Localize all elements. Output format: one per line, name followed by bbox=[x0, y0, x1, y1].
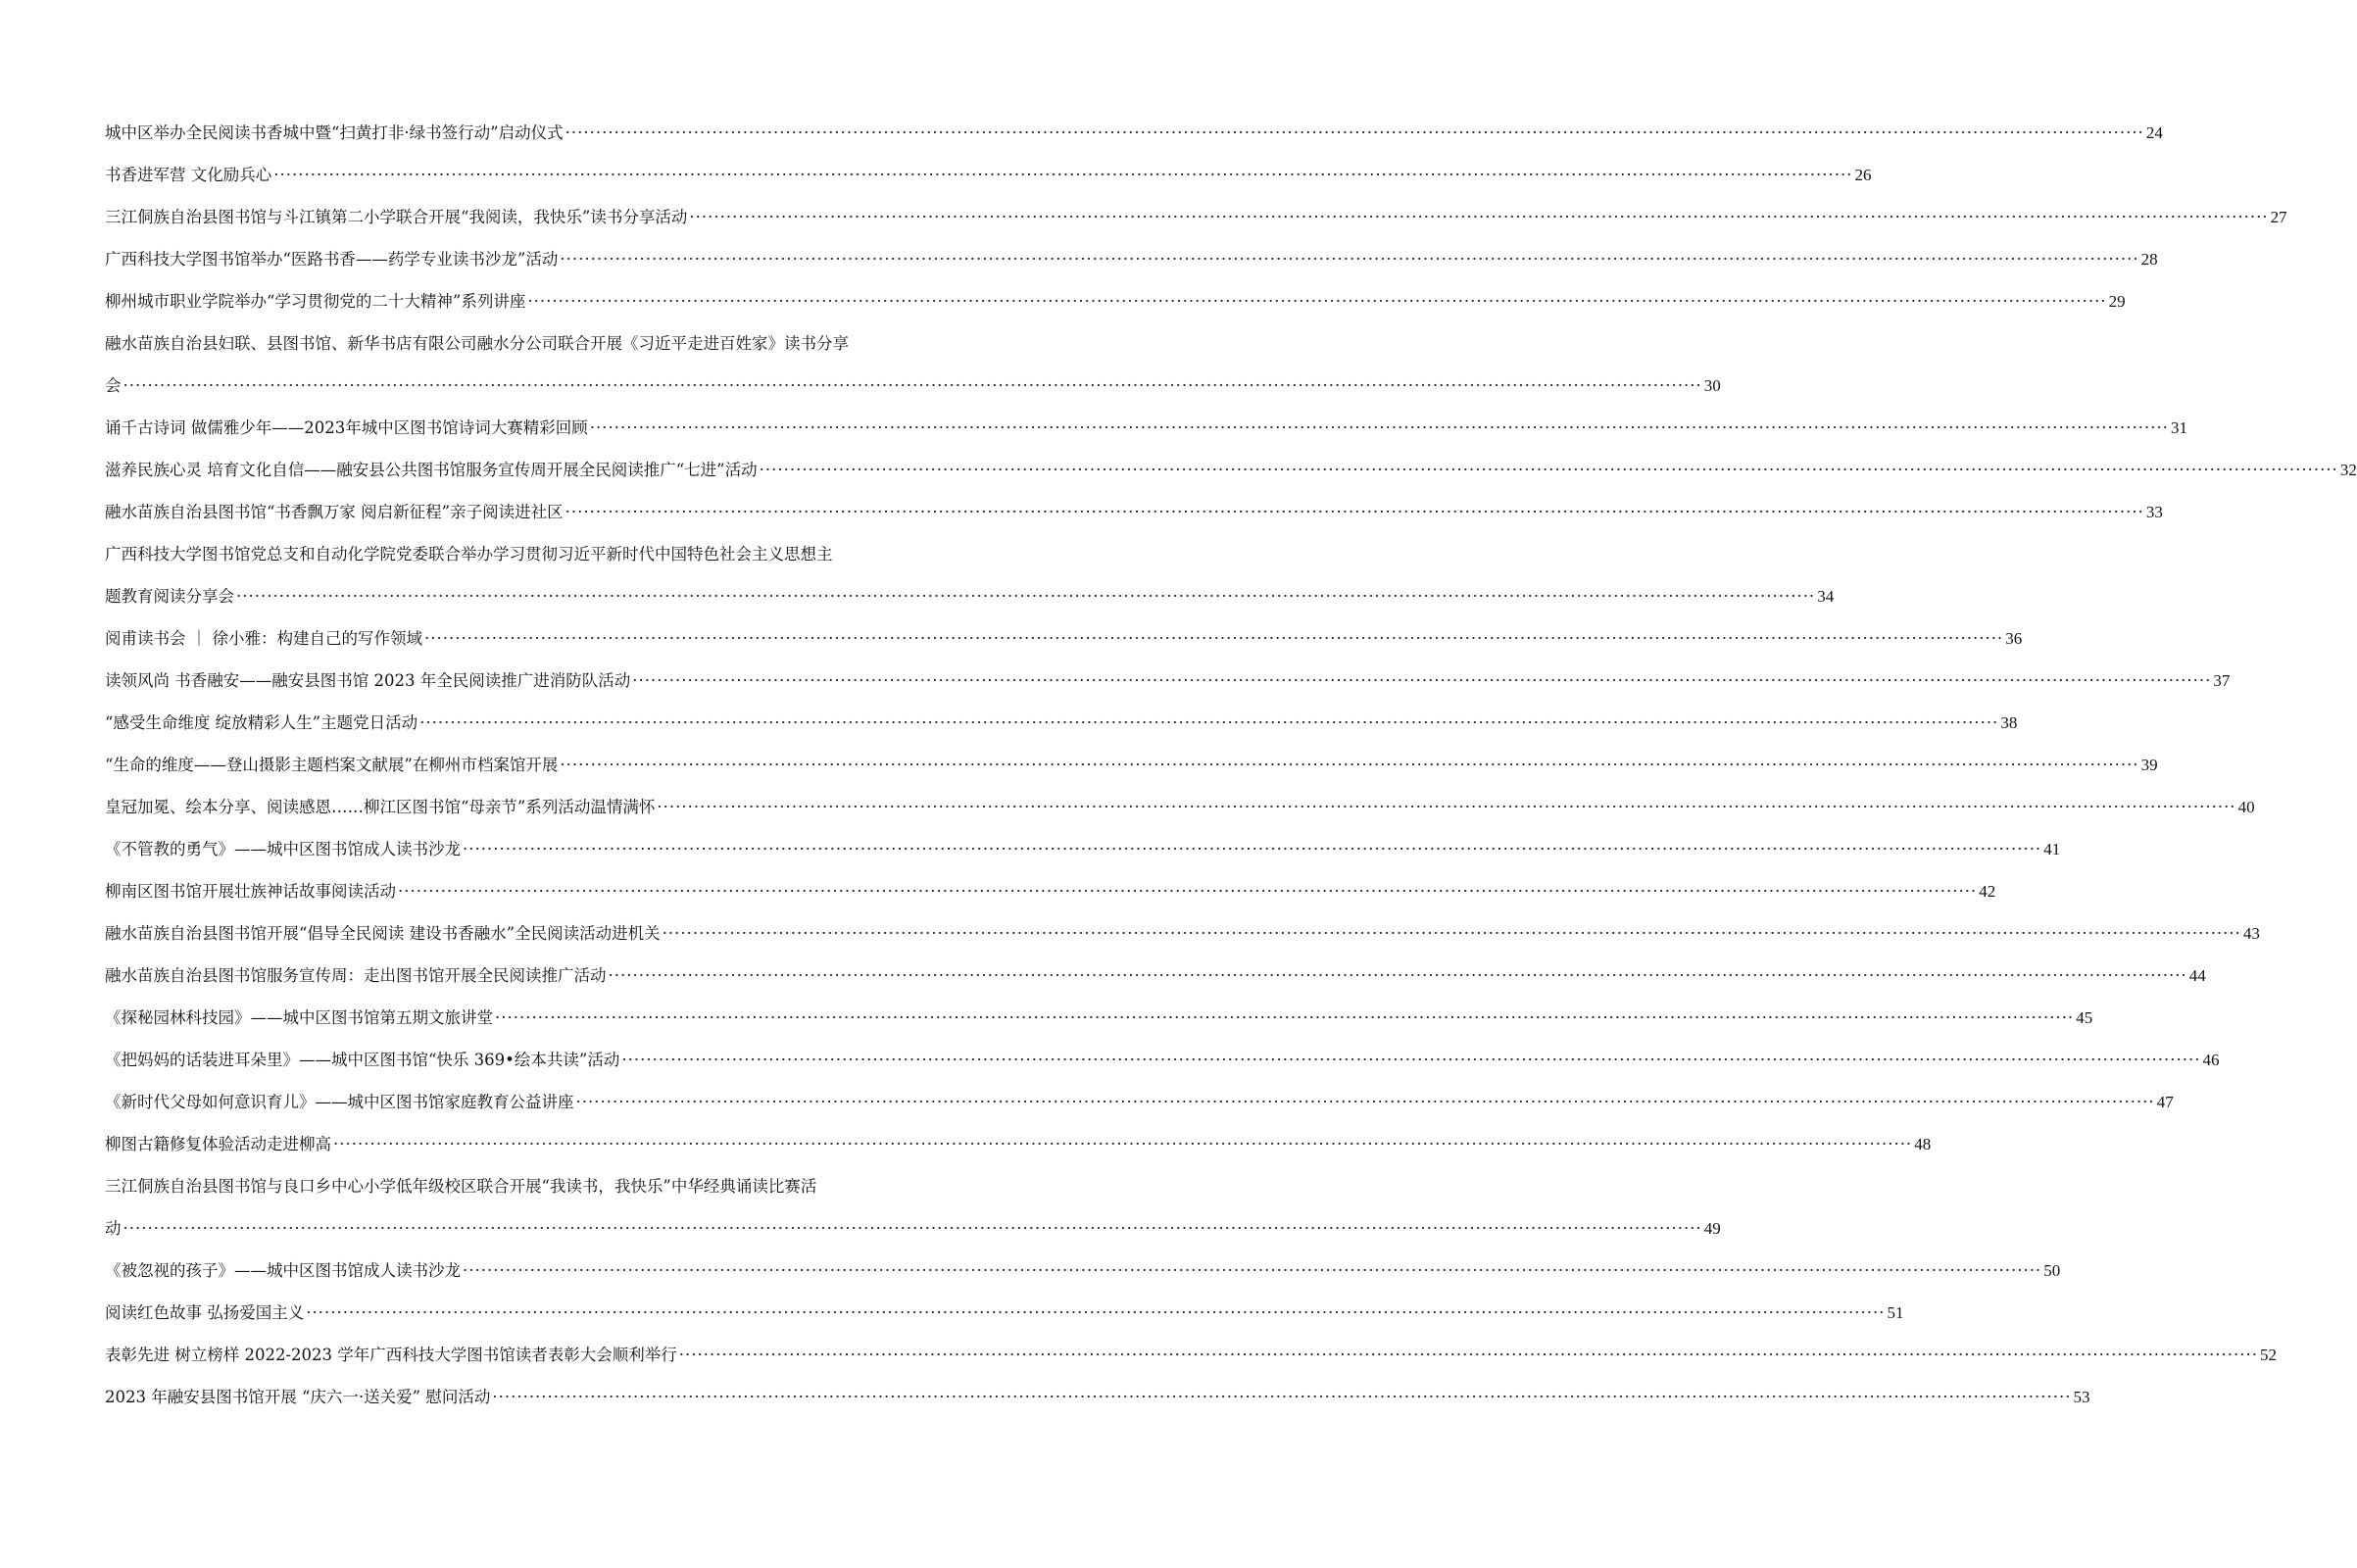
toc-entry bbox=[105, 112, 2163, 154]
dot-leader bbox=[590, 407, 2169, 449]
toc-entry-title: 2023 年融安县图书馆开展 “庆六一·送关爱” 慰问活动 bbox=[105, 1388, 491, 1406]
toc-entry-line bbox=[105, 617, 2023, 660]
toc-entry-title: 柳南区图书馆开展壮族神话故事阅读活动 bbox=[105, 882, 396, 901]
dot-leader bbox=[463, 828, 2041, 870]
toc-entry-line bbox=[105, 1334, 2277, 1376]
toc-entry-title: 城中区举办全民阅读书香城中暨“扫黄打非·绿书签行动”启动仪式 bbox=[105, 123, 564, 142]
toc-entry bbox=[105, 533, 1835, 617]
dot-leader bbox=[576, 1081, 2155, 1123]
toc-entry-title-line1: 广西科技大学图书馆党总支和自动化学院党委联合举办学习贯彻习近平新时代中国特色社会主义思想主 bbox=[105, 545, 833, 564]
toc-entry bbox=[105, 617, 2023, 660]
toc-entry bbox=[105, 1292, 1904, 1334]
toc-entry-page-number: 48 bbox=[1914, 1135, 1932, 1153]
toc-entry-line bbox=[105, 744, 2158, 786]
dot-leader bbox=[492, 1376, 2071, 1418]
toc-entry-title: 读领风尚 书香融安——融安县图书馆 2023 年全民阅读推广进消防队活动 bbox=[105, 671, 631, 690]
toc-entry-page-number: 29 bbox=[2108, 292, 2126, 311]
toc-entry bbox=[105, 1039, 2220, 1081]
toc-entry-line bbox=[105, 1081, 2174, 1123]
toc-entry bbox=[105, 154, 1872, 196]
toc-entry-title: 融水苗族自治县图书馆服务宣传周：走出图书馆开展全民阅读推广活动 bbox=[105, 966, 607, 985]
toc-entry-page-number: 47 bbox=[2156, 1093, 2174, 1111]
toc-entry-title: 《新时代父母如何意识育儿》——城中区图书馆家庭教育公益讲座 bbox=[105, 1093, 574, 1111]
toc-entry-title: “生命的维度——登山摄影主题档案文献展”在柳州市档案馆开展 bbox=[105, 756, 559, 774]
toc-entry-page-number: 44 bbox=[2188, 966, 2206, 985]
toc-entry-page-number: 26 bbox=[1854, 166, 1872, 184]
toc-entry bbox=[105, 449, 2357, 491]
dot-leader bbox=[609, 955, 2187, 997]
toc-entry bbox=[105, 1081, 2174, 1123]
toc-entry-title: 书香进军营 文化励兵心 bbox=[105, 166, 272, 184]
toc-entry-page-number: 36 bbox=[2005, 629, 2023, 648]
dot-leader bbox=[424, 617, 2003, 660]
toc-entry-line bbox=[105, 870, 1996, 912]
toc-entry-title: 表彰先进 树立榜样 2022-2023 学年广西科技大学图书馆读者表彰大会顺利举行 bbox=[105, 1346, 677, 1364]
dot-leader bbox=[632, 660, 2211, 702]
toc-entry-line bbox=[105, 997, 2093, 1039]
toc-entry bbox=[105, 912, 2260, 955]
toc-entry-page-number: 24 bbox=[2145, 123, 2163, 142]
toc-entry bbox=[105, 828, 2061, 870]
toc-entry-title: 诵千古诗词 做儒雅少年——2023年城中区图书馆诗词大赛精彩回顾 bbox=[105, 418, 588, 437]
toc-entry-title: 柳州城市职业学院举办“学习贯彻党的二十大精神”系列讲座 bbox=[105, 292, 526, 311]
toc-entry bbox=[105, 1165, 1721, 1250]
toc-entry-page-number: 46 bbox=[2202, 1051, 2220, 1069]
toc-entry-page-number: 37 bbox=[2213, 671, 2231, 690]
dot-leader bbox=[621, 1039, 2200, 1081]
toc-entry-line bbox=[105, 702, 2018, 744]
toc-entry-page-number: 43 bbox=[2242, 924, 2260, 943]
toc-entry-line bbox=[105, 196, 2287, 238]
toc-entry bbox=[105, 196, 2287, 238]
toc-entry-title: 阅读红色故事 弘扬爱国主义 bbox=[105, 1303, 305, 1322]
toc-entry bbox=[105, 744, 2158, 786]
dot-leader bbox=[527, 280, 2106, 322]
toc-entry-page-number: 51 bbox=[1887, 1303, 1904, 1322]
toc-entry bbox=[105, 1376, 2090, 1418]
toc-entry-page-number: 42 bbox=[1979, 882, 1996, 901]
toc-entry-line bbox=[105, 1039, 2220, 1081]
toc-entry bbox=[105, 280, 2126, 322]
toc-entry-line bbox=[105, 1376, 2090, 1418]
toc-entry bbox=[105, 997, 2093, 1039]
dot-leader bbox=[236, 575, 1815, 617]
toc-entry-page-number: 41 bbox=[2043, 840, 2061, 858]
toc-entry-page-number: 40 bbox=[2237, 798, 2255, 816]
toc-entry bbox=[105, 660, 2231, 702]
dot-leader bbox=[565, 112, 2144, 154]
toc-entry-title: 滋养民族心灵 培育文化自信——融安县公共图书馆服务宣传周开展全民阅读推广“七进”活动 bbox=[105, 461, 758, 479]
toc-entry-page-number: 33 bbox=[2145, 503, 2163, 521]
dot-leader bbox=[123, 1207, 1702, 1250]
toc-entry-page-number: 38 bbox=[2000, 713, 2018, 732]
toc-entry bbox=[105, 1334, 2277, 1376]
toc-entry-page-number: 27 bbox=[2270, 208, 2287, 226]
toc-entry-title-line1: 融水苗族自治县妇联、县图书馆、新华书店有限公司融水分公司联合开展《习近平走进百姓家》读书分享 bbox=[105, 334, 849, 353]
toc-entry bbox=[105, 702, 2018, 744]
toc-entry-page-number: 34 bbox=[1817, 587, 1835, 606]
toc-entry-line bbox=[105, 955, 2206, 997]
table-of-contents bbox=[105, 112, 2357, 1418]
toc-entry-title: 《探秘园林科技园》——城中区图书馆第五期文旅讲堂 bbox=[105, 1008, 493, 1027]
dot-leader bbox=[463, 1250, 2041, 1292]
toc-entry-line bbox=[105, 449, 2357, 491]
toc-entry-title: 融水苗族自治县图书馆“书香飘万家 阅启新征程”亲子阅读进社区 bbox=[105, 503, 564, 521]
toc-entry-line bbox=[105, 407, 2187, 449]
toc-entry-page-number: 45 bbox=[2076, 1008, 2093, 1027]
toc-entry-title: 阅甫读书会 ｜ 徐小雅：构建自己的写作领域 bbox=[105, 629, 422, 648]
toc-entry-page-number: 53 bbox=[2073, 1388, 2090, 1406]
dot-leader bbox=[273, 154, 1852, 196]
toc-entry-line bbox=[105, 912, 2260, 955]
toc-entry-title-line1: 三江侗族自治县图书馆与良口乡中心小学低年级校区联合开展“我读书，我快乐”中华经典诵读比赛活 bbox=[105, 1177, 817, 1196]
toc-entry bbox=[105, 322, 1721, 407]
toc-entry bbox=[105, 955, 2206, 997]
dot-leader bbox=[419, 702, 1998, 744]
toc-entry-page-number: 28 bbox=[2140, 250, 2158, 269]
dot-leader bbox=[398, 870, 1977, 912]
dot-leader bbox=[657, 786, 2235, 828]
toc-entry-title: 皇冠加冕、绘本分享、阅读感恩……柳江区图书馆“母亲节”系列活动温情满怀 bbox=[105, 798, 656, 816]
toc-entry-line bbox=[105, 365, 1721, 407]
toc-entry bbox=[105, 491, 2163, 533]
toc-entry-title: “感受生命维度 绽放精彩人生”主题党日活动 bbox=[105, 713, 418, 732]
dot-leader bbox=[760, 449, 2338, 491]
toc-entry-page-number: 50 bbox=[2043, 1261, 2061, 1280]
toc-entry-line bbox=[105, 238, 2158, 280]
toc-entry-title: 融水苗族自治县图书馆开展“倡导全民阅读 建设书香融水”全民阅读活动进机关 bbox=[105, 924, 661, 943]
toc-entry-page-number: 31 bbox=[2170, 418, 2187, 437]
toc-entry-title: 会 bbox=[105, 376, 122, 395]
toc-entry bbox=[105, 870, 1996, 912]
toc-entry bbox=[105, 1250, 2061, 1292]
toc-entry-line bbox=[105, 1292, 1904, 1334]
toc-entry-page-number: 32 bbox=[2339, 461, 2357, 479]
toc-entry-title: 《不管教的勇气》——城中区图书馆成人读书沙龙 bbox=[105, 840, 461, 858]
dot-leader bbox=[560, 238, 2138, 280]
toc-entry-line bbox=[105, 112, 2163, 154]
toc-entry-title: 《把妈妈的话装进耳朵里》——城中区图书馆“快乐 369•绘本共读”活动 bbox=[105, 1051, 620, 1069]
toc-entry-title: 广西科技大学图书馆举办“医路书香——药学专业读书沙龙”活动 bbox=[105, 250, 559, 269]
toc-entry-line bbox=[105, 786, 2255, 828]
toc-entry-page-number: 52 bbox=[2259, 1346, 2277, 1364]
toc-entry-page-number: 49 bbox=[1703, 1219, 1721, 1238]
toc-entry-title: 柳图古籍修复体验活动走进柳高 bbox=[105, 1135, 331, 1153]
dot-leader bbox=[333, 1123, 1912, 1165]
toc-entry-title: 三江侗族自治县图书馆与斗江镇第二小学联合开展“我阅读，我快乐”读书分享活动 bbox=[105, 208, 688, 226]
dot-leader bbox=[495, 997, 2074, 1039]
toc-entry bbox=[105, 1123, 1932, 1165]
dot-leader bbox=[663, 912, 2241, 955]
toc-entry-line bbox=[105, 828, 2061, 870]
toc-entry-line bbox=[105, 660, 2231, 702]
dot-leader bbox=[689, 196, 2268, 238]
toc-entry-page-number: 39 bbox=[2140, 756, 2158, 774]
dot-leader bbox=[306, 1292, 1885, 1334]
toc-entry bbox=[105, 407, 2187, 449]
toc-entry-page-number: 30 bbox=[1703, 376, 1721, 395]
toc-entry-title: 动 bbox=[105, 1219, 122, 1238]
dot-leader bbox=[560, 744, 2138, 786]
toc-entry-line bbox=[105, 1123, 1932, 1165]
toc-entry-line bbox=[105, 1207, 1721, 1250]
toc-entry-line bbox=[105, 1250, 2061, 1292]
toc-entry-title: 《被忽视的孩子》——城中区图书馆成人读书沙龙 bbox=[105, 1261, 461, 1280]
toc-entry-line bbox=[105, 575, 1835, 617]
dot-leader bbox=[123, 365, 1702, 407]
dot-leader bbox=[679, 1334, 2258, 1376]
toc-entry-line bbox=[105, 491, 2163, 533]
toc-entry-line bbox=[105, 154, 1872, 196]
toc-entry bbox=[105, 238, 2158, 280]
toc-entry bbox=[105, 786, 2255, 828]
toc-entry-line bbox=[105, 280, 2126, 322]
toc-entry-title: 题教育阅读分享会 bbox=[105, 587, 234, 606]
dot-leader bbox=[565, 491, 2144, 533]
